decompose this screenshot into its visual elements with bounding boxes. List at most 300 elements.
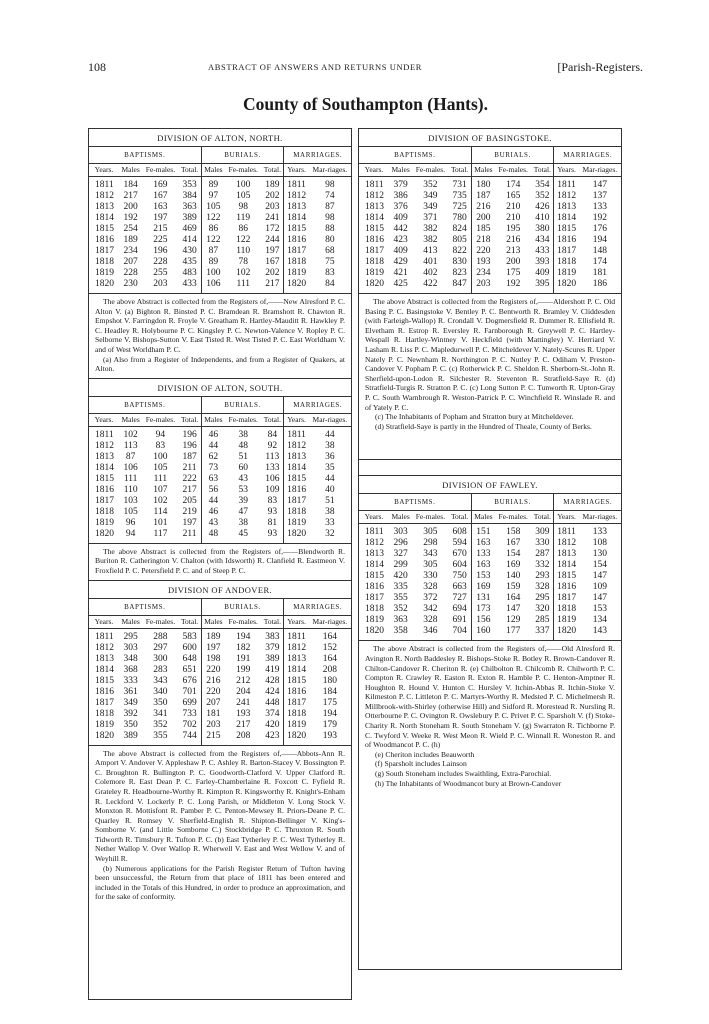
table-cell: 386	[393, 191, 408, 201]
total-header: Total.	[531, 164, 554, 177]
table-cell: 202	[265, 268, 280, 278]
division-note	[359, 294, 621, 433]
table-cell: 40	[325, 484, 335, 495]
note-text: The above Abstract is collected from the Registers of,——Old Alresford R. Avington R. North Baddesley R. Bishops-Stoke R. Botley R. Brown-Candover R. Chilton-Candover R. Cheriton R. (e) Chilbolton R. Chilcomb R. Chilworth P. C. Compton R. Crawley R. Easton R. Exton R. Hamble P. C. Henton-Amptner R. Houghton R. Hound V. Hunton C. Hursley V. Itchin-Abbas R. Itchin-Stoke V. Kilmeston P. C. Littleton P. C. Martyrs-Worthy R. Medsted P. C. Michelmersh R. Millbrook-with-Shirley (otherwise Hill) and Sidford R. Morestead R. Nursling R. Otterbourne P. C. Ovington R. Owslebury P. C. Privet P. C. Sparsholt V. (f) Stoke-Charity R. North Stoneham R. South Stoneham V. (g) Swarraton R. Tichborne P. C. Twyford V. Weeke R. West Meon R. Wield P. C. Winnall R. Woneston R. and of Woodmancot P. C. (h)	[365, 644, 615, 750]
table-cell: 193	[322, 730, 337, 741]
table-cell: 1813	[284, 202, 309, 213]
table-row	[89, 507, 351, 518]
marriages-header: MARRIAGES.	[554, 494, 621, 511]
total-header: Total.	[261, 413, 284, 426]
table-cell: 189	[123, 235, 138, 245]
table-cell: 216	[471, 202, 495, 213]
table-cell: 648	[182, 653, 197, 664]
table-row	[89, 654, 351, 665]
table-cell: 328	[535, 582, 550, 593]
males-header: Males	[119, 413, 142, 426]
table-cell: 130	[592, 549, 607, 560]
table-cell: 46	[201, 426, 225, 441]
table-row	[89, 463, 351, 474]
table-cell: 111	[123, 473, 138, 484]
table-cell: 358	[393, 626, 408, 637]
table-cell: 691	[452, 615, 467, 626]
table-cell: 1811	[95, 631, 114, 642]
table-cell: 180	[471, 177, 495, 192]
total-header: Total.	[261, 164, 284, 177]
table-cell: 43	[201, 518, 225, 529]
years-header: Years.	[359, 164, 389, 177]
table-cell: 288	[153, 631, 168, 642]
females-header: Fe-males.	[142, 413, 178, 426]
footnote: (f) Sparsholt includes Lainson	[375, 759, 467, 769]
table-cell: 165	[506, 191, 521, 201]
females-header: Fe-males.	[495, 511, 531, 524]
table-cell: 191	[236, 653, 251, 664]
table-row	[89, 268, 351, 279]
table-cell: 200	[123, 202, 138, 212]
table-cell: 1820	[365, 279, 384, 289]
table-cell: 389	[265, 653, 280, 664]
table-cell: 51	[325, 495, 335, 506]
table-row	[359, 604, 621, 615]
table-cell: 199	[236, 664, 251, 675]
table-cell: 1814	[95, 213, 114, 223]
table-cell: 1817	[365, 593, 384, 604]
footnote: (e) Cheriton includes Beauworth	[375, 749, 475, 759]
table-cell: 78	[238, 257, 248, 267]
table-cell: 217	[265, 279, 280, 289]
table-cell: 106	[201, 279, 225, 294]
table-cell: 164	[322, 653, 337, 664]
table-cell: 1820	[284, 731, 309, 746]
table-cell: 1816	[284, 235, 309, 246]
burials-header: BURIALS.	[201, 147, 284, 164]
table-cell: 1818	[365, 257, 384, 267]
division-alton-south	[89, 378, 351, 578]
table-cell: 174	[592, 257, 607, 267]
table-cell: 420	[393, 571, 408, 582]
table-cell: 1819	[554, 615, 579, 626]
table-cell: 702	[182, 719, 197, 730]
division-note	[359, 641, 621, 790]
table-cell: 254	[123, 224, 138, 234]
table-row	[89, 177, 351, 192]
table-cell: 208	[322, 664, 337, 675]
table-cell: 352	[535, 191, 550, 201]
table-cell: 409	[535, 268, 550, 278]
table-cell: 1816	[365, 582, 384, 593]
table-cell: 296	[393, 538, 408, 549]
table-cell: 419	[265, 664, 280, 675]
table-cell: 210	[506, 202, 521, 212]
division-andover	[89, 580, 351, 905]
table-cell: 352	[393, 604, 408, 615]
table-cell: 1819	[284, 720, 309, 731]
table-cell: 109	[592, 582, 607, 593]
table-cell: 56	[201, 485, 225, 496]
marriages-header: MARRIAGES.	[284, 599, 351, 616]
table-cell: 38	[238, 517, 248, 528]
table-row	[89, 235, 351, 246]
table-cell: 156	[471, 615, 495, 626]
table-cell: 207	[201, 698, 225, 709]
table-row	[359, 257, 621, 268]
table-cell: 1816	[554, 235, 579, 246]
table-cell: 1815	[365, 571, 384, 582]
table-cell: 1817	[284, 496, 309, 507]
table-cell: 330	[535, 538, 550, 549]
table-cell: 422	[423, 279, 438, 289]
table-cell: 1818	[95, 708, 114, 719]
marriages-sub-header: Mar-riages.	[309, 164, 351, 177]
table-cell: 122	[201, 235, 225, 246]
table-cell: 349	[423, 202, 438, 212]
table-cell: 1813	[284, 452, 309, 463]
division-title: DIVISION OF ALTON, SOUTH.	[89, 378, 351, 397]
table-row	[89, 279, 351, 294]
table-cell: 1816	[284, 687, 309, 698]
table-cell: 101	[153, 517, 168, 528]
table-cell: 184	[322, 686, 337, 697]
burials-header: BURIALS.	[201, 599, 284, 616]
table-cell: 1816	[365, 235, 384, 245]
table-cell: 220	[201, 687, 225, 698]
table-cell: 1817	[365, 246, 384, 256]
table-row	[359, 524, 621, 539]
burials-header: BURIALS.	[201, 397, 284, 414]
right-column	[358, 128, 622, 970]
table-cell: 202	[265, 191, 280, 201]
table-cell: 1812	[365, 538, 384, 549]
table-cell: 143	[592, 626, 607, 637]
table-cell: 371	[423, 213, 438, 223]
table-row	[359, 246, 621, 257]
table-row	[89, 529, 351, 544]
table-cell: 1820	[554, 279, 579, 294]
running-title: ABSTRACT OF ANSWERS AND RETURNS UNDER	[208, 62, 423, 72]
table-row	[359, 279, 621, 294]
table-cell: 197	[201, 643, 225, 654]
table-cell: 153	[592, 604, 607, 615]
baptisms-header: BAPTISMS.	[89, 147, 201, 164]
table-cell: 426	[535, 202, 550, 212]
table-cell: 704	[452, 626, 467, 637]
table-cell: 341	[153, 708, 168, 719]
table-cell: 1818	[95, 257, 114, 267]
table-cell: 1820	[554, 626, 579, 641]
table-cell: 1813	[284, 654, 309, 665]
table-cell: 1815	[554, 224, 579, 235]
table-cell: 429	[393, 257, 408, 267]
table-cell: 131	[471, 593, 495, 604]
table-cell: 285	[535, 615, 550, 626]
table-cell: 220	[471, 246, 495, 257]
table-cell: 48	[201, 529, 225, 544]
table-row	[89, 485, 351, 496]
registers-table	[89, 147, 351, 294]
table-cell: 84	[325, 279, 335, 289]
table-cell: 1817	[95, 246, 114, 256]
table-cell: 163	[153, 202, 168, 212]
males-header: Males	[201, 413, 225, 426]
table-row	[89, 474, 351, 485]
table-cell: 735	[452, 191, 467, 201]
table-cell: 83	[325, 268, 335, 278]
table-cell: 1817	[284, 698, 309, 709]
table-cell: 600	[182, 642, 197, 653]
table-cell: 382	[423, 235, 438, 245]
years-header: Years.	[554, 164, 579, 177]
table-row	[359, 213, 621, 224]
table-cell: 424	[265, 686, 280, 697]
table-cell: 830	[452, 257, 467, 267]
registers-table	[89, 397, 351, 544]
table-cell: 164	[322, 631, 337, 642]
table-cell: 372	[423, 593, 438, 604]
table-cell: 383	[265, 631, 280, 642]
table-cell: 1819	[284, 518, 309, 529]
males-header: Males	[201, 164, 225, 177]
table-cell: 353	[182, 180, 197, 190]
table-cell: 147	[506, 604, 521, 615]
table-cell: 409	[393, 246, 408, 256]
table-cell: 295	[123, 631, 138, 642]
table-row	[89, 246, 351, 257]
table-cell: 219	[182, 506, 197, 517]
table-cell: 1815	[284, 676, 309, 687]
table-cell: 192	[592, 213, 607, 223]
table-cell: 195	[506, 224, 521, 234]
table-row	[89, 676, 351, 687]
table-row	[359, 626, 621, 641]
table-cell: 193	[236, 708, 251, 719]
table-cell: 187	[471, 191, 495, 202]
table-cell: 167	[153, 191, 168, 201]
table-cell: 234	[123, 246, 138, 256]
total-header: Total.	[448, 164, 471, 177]
table-cell: 89	[201, 177, 225, 192]
table-cell: 215	[201, 731, 225, 746]
table-cell: 102	[123, 429, 138, 440]
table-cell: 750	[452, 571, 467, 582]
burials-header: BURIALS.	[471, 147, 554, 164]
table-cell: 1814	[95, 664, 114, 675]
table-cell: 1812	[284, 191, 309, 202]
table-cell: 1813	[95, 202, 114, 212]
table-cell: 330	[423, 571, 438, 582]
table-cell: 1818	[554, 604, 579, 615]
table-cell: 220	[201, 665, 225, 676]
table-cell: 106	[123, 462, 138, 473]
table-cell: 823	[452, 268, 467, 278]
table-cell: 185	[471, 224, 495, 235]
table-cell: 228	[123, 268, 138, 278]
table-cell: 207	[123, 257, 138, 267]
table-cell: 122	[236, 235, 251, 245]
marriages-header: MARRIAGES.	[284, 397, 351, 414]
table-cell: 105	[236, 191, 251, 201]
table-cell: 35	[325, 462, 335, 473]
table-cell: 111	[236, 279, 250, 289]
table-cell: 1818	[95, 506, 114, 517]
table-cell: 176	[592, 224, 607, 234]
table-cell: 428	[265, 675, 280, 686]
table-cell: 172	[265, 224, 280, 234]
table-cell: 379	[393, 180, 408, 190]
division-title: DIVISION OF ALTON, NORTH.	[89, 129, 351, 147]
table-row	[359, 549, 621, 560]
table-cell: 1819	[95, 517, 114, 528]
table-cell: 303	[123, 642, 138, 653]
table-cell: 154	[592, 560, 607, 571]
table-cell: 180	[322, 675, 337, 686]
division-alton-north	[89, 129, 351, 376]
table-cell: 374	[265, 708, 280, 719]
total-header: Total.	[261, 615, 284, 628]
table-cell: 83	[155, 440, 166, 451]
marriages-sub-header: Mar-riages.	[309, 413, 351, 426]
table-cell: 184	[123, 180, 138, 190]
table-cell: 1814	[284, 463, 309, 474]
total-header: Total.	[178, 164, 201, 177]
table-cell: 179	[322, 719, 337, 730]
table-cell: 1813	[365, 549, 384, 560]
table-cell: 1815	[95, 675, 114, 686]
table-cell: 106	[265, 473, 280, 484]
table-cell: 1819	[554, 268, 579, 279]
table-cell: 1812	[365, 191, 384, 201]
table-cell: 113	[265, 451, 280, 462]
table-cell: 409	[393, 213, 408, 223]
table-cell: 60	[238, 462, 248, 473]
table-cell: 187	[182, 451, 197, 462]
table-cell: 148	[592, 246, 607, 256]
table-cell: 194	[236, 631, 251, 642]
table-cell: 392	[123, 708, 138, 719]
table-cell: 62	[201, 452, 225, 463]
table-cell: 340	[153, 686, 168, 697]
table-row	[359, 191, 621, 202]
table-cell: 421	[393, 268, 408, 278]
table-cell: 1820	[365, 626, 384, 637]
table-cell: 350	[123, 719, 138, 730]
table-cell: 594	[452, 538, 467, 549]
table-cell: 283	[153, 664, 168, 675]
table-cell: 435	[182, 257, 197, 267]
table-cell: 433	[535, 246, 550, 256]
county-title: County of Southampton (Hants).	[242, 94, 489, 114]
table-cell: 197	[153, 213, 168, 223]
table-cell: 1818	[284, 507, 309, 518]
males-header: Males	[471, 164, 495, 177]
table-cell: 200	[471, 213, 495, 224]
table-cell: 1820	[95, 730, 114, 741]
division-basingstoke	[359, 129, 621, 433]
table-cell: 303	[393, 527, 408, 538]
left-column	[88, 128, 352, 1000]
table-cell: 159	[506, 582, 521, 593]
table-cell: 200	[506, 257, 521, 267]
table-cell: 45	[238, 528, 248, 539]
burials-header: BURIALS.	[471, 494, 554, 511]
table-cell: 192	[506, 279, 521, 289]
table-cell: 73	[201, 463, 225, 474]
note-text: The above Abstract is collected from the Registers of,——Blendworth R. Buriton R. Catherington V. Chalton (with Idsworth) R. Clanfield R. Eastmeon V. Froxfield P. C. Petersfield P. C. and of Steep P. C.	[95, 546, 345, 575]
table-cell: 47	[238, 506, 248, 517]
table-cell: 113	[123, 440, 138, 451]
table-row	[89, 441, 351, 452]
table-cell: 83	[267, 495, 278, 506]
registers-table	[359, 494, 621, 641]
division-note	[89, 544, 351, 578]
males-header: Males	[389, 511, 412, 524]
table-cell: 211	[182, 462, 197, 473]
table-cell: 352	[153, 719, 168, 730]
table-cell: 158	[506, 527, 521, 538]
table-cell: 114	[153, 506, 168, 517]
table-cell: 448	[265, 697, 280, 708]
marriages-header: MARRIAGES.	[284, 147, 351, 164]
baptisms-header: BAPTISMS.	[359, 494, 471, 511]
table-row	[89, 628, 351, 643]
table-cell: 129	[506, 615, 521, 626]
table-cell: 725	[452, 202, 467, 212]
table-cell: 1811	[95, 180, 114, 190]
table-cell: 88	[325, 224, 335, 234]
table-cell: 193	[471, 257, 495, 268]
table-cell: 1818	[365, 604, 384, 615]
footnote: (d) Stratfield-Saye is partly in the Hundred of Theale, County of Berks.	[375, 421, 592, 431]
table-cell: 604	[452, 560, 467, 571]
years-header: Years.	[359, 511, 389, 524]
table-cell: 44	[201, 496, 225, 507]
table-cell: 169	[153, 180, 168, 190]
females-header: Fe-males.	[412, 164, 448, 177]
table-cell: 105	[123, 506, 138, 517]
table-cell: 1811	[284, 177, 309, 192]
table-cell: 74	[325, 191, 335, 201]
table-cell: 337	[535, 626, 550, 637]
baptisms-header: BAPTISMS.	[89, 599, 201, 616]
table-cell: 98	[325, 180, 335, 190]
table-cell: 228	[153, 257, 168, 267]
table-cell: 1814	[554, 560, 579, 571]
table-cell: 1818	[284, 709, 309, 720]
table-cell: 1820	[284, 529, 309, 544]
table-cell: 420	[265, 719, 280, 730]
table-cell: 583	[182, 631, 197, 642]
footnote: (a) Also from a Register of Independents, and from a Register of Quakers, at Alton.	[95, 354, 345, 374]
table-row	[359, 560, 621, 571]
table-cell: 212	[236, 675, 251, 686]
table-row	[89, 224, 351, 235]
table-cell: 213	[506, 246, 521, 256]
table-cell: 355	[153, 730, 168, 741]
table-cell: 744	[182, 730, 197, 741]
table-cell: 182	[236, 642, 251, 653]
table-row	[89, 518, 351, 529]
table-cell: 89	[201, 257, 225, 268]
table-cell: 192	[123, 213, 138, 223]
total-header: Total.	[178, 615, 201, 628]
table-cell: 189	[201, 628, 225, 643]
table-cell: 1812	[554, 191, 579, 202]
table-cell: 48	[238, 440, 248, 451]
females-header: Fe-males.	[142, 615, 178, 628]
table-cell: 203	[153, 279, 168, 289]
table-cell: 94	[155, 429, 166, 440]
table-cell: 203	[265, 202, 280, 212]
table-row	[359, 177, 621, 192]
